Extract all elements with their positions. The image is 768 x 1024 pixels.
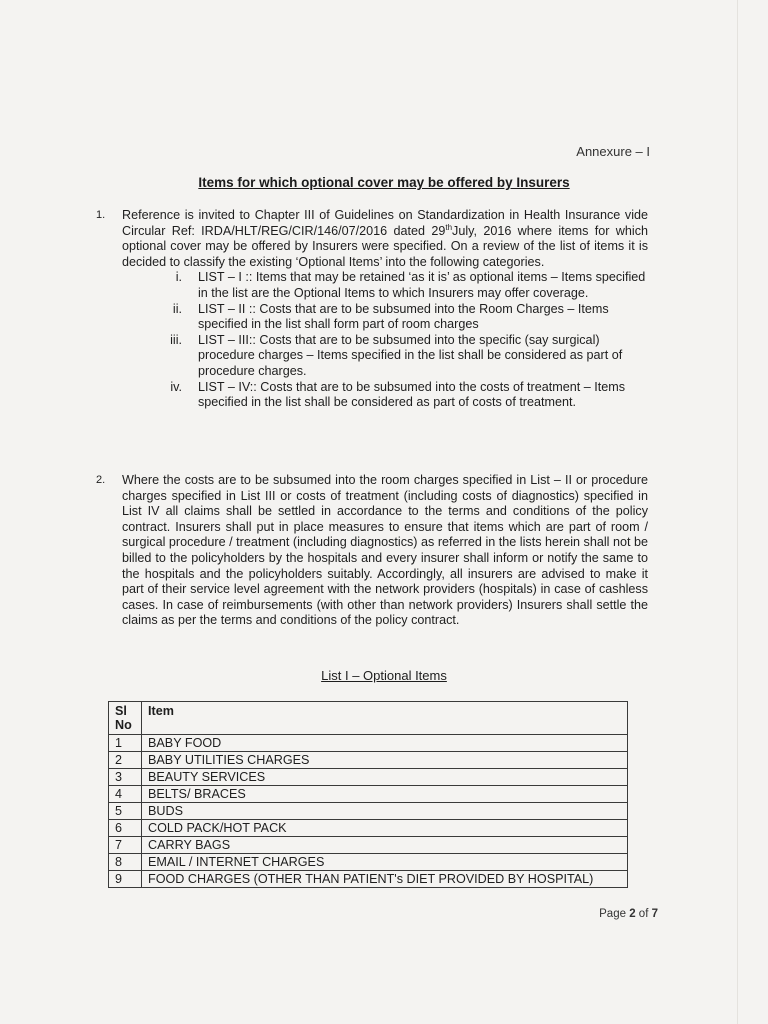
item-cell: FOOD CHARGES (OTHER THAN PATIENT's DIET PROVIDED BY HOSPITAL) [142, 871, 628, 888]
item-cell: BELTS/ BRACES [142, 786, 628, 803]
page-title: Items for which optional cover may be offered by Insurers [198, 175, 570, 190]
category-item [122, 380, 648, 411]
category-item [122, 302, 648, 333]
paragraph-2-number: 2. [96, 474, 106, 486]
item-cell: BEAUTY SERVICES [142, 769, 628, 786]
category-text: LIST – I :: Items that may be retained ‘as it is’ as optional items – Items specified in the list are the Optional Items to which Insurers may offer coverage. [198, 270, 646, 300]
item-cell: BABY UTILITIES CHARGES [142, 752, 628, 769]
footer-page-number: 2 [629, 908, 636, 920]
item-cell: BUDS [142, 803, 628, 820]
paragraph-1-superscript: th [445, 222, 453, 232]
paragraph-1-number: 1. [96, 209, 106, 221]
table-row [109, 854, 628, 871]
sl-header-line1: Sl [115, 704, 127, 718]
category-list [122, 270, 648, 410]
item-header: Item [142, 702, 628, 735]
scan-edge-line [737, 0, 738, 1024]
table-row [109, 769, 628, 786]
sl-cell: 4 [109, 786, 142, 803]
table-row [109, 786, 628, 803]
category-text: LIST – IV:: Costs that are to be subsumed into the costs of treatment – Items specified in the list shall be considered as part of costs of treatment. [198, 379, 626, 410]
item-cell: EMAIL / INTERNET CHARGES [142, 854, 628, 871]
category-numeral: ii. [172, 301, 182, 316]
sl-cell: 6 [109, 820, 142, 837]
paragraph-1-text-b: July, 2016 where items for which optional cover may be offered by Insurers were specified. On a review of the list of items it is decided to classify the existing ‘Optional Items’ into the following categories. [122, 223, 648, 269]
item-cell: BABY FOOD [142, 735, 628, 752]
sl-cell: 9 [109, 871, 142, 888]
category-numeral: i. [175, 270, 182, 285]
category-item [122, 333, 648, 380]
sl-cell: 3 [109, 769, 142, 786]
paragraph-2-body: Where the costs are to be subsumed into the room charges specified in List – II or procedure charges specified in List III or costs of treatment (including costs of diagnostics) specified in List IV all claims shall be settled in accordance to the terms and conditions of the policy contract. Insurers shall put in place measures to ensure that items which are part of room / surgical procedure / treatment (including diagnostics) as referred in the lists herein shall not be billed to the policyholders by the hospitals and every insurer shall inform or notify the same to the hospitals and the policyholders suitably. Accordingly, all insurers are advised to make it part of their service level agreement with the network providers (hospitals) in case of cashless cases. In case of reimbursements (with other than network providers) Insurers shall settle the claims as per the terms and conditions of the policy contract. [122, 473, 648, 628]
list-title: List I – Optional Items [321, 668, 447, 683]
optional-items-table [108, 701, 628, 888]
sl-no-header [109, 702, 142, 735]
table-row [109, 752, 628, 769]
table-header-row [109, 702, 628, 735]
footer-page-total: 7 [651, 908, 658, 920]
paragraph-1-text-a: Reference is invited to Chapter III of Guidelines on Standardization in Health Insurance vide Circular Ref: IRDA/HLT/REG/CIR/146/07/2016 dated 29 [122, 208, 648, 238]
sl-cell: 1 [109, 735, 142, 752]
paragraph-1-body [122, 208, 648, 411]
category-text: LIST – III:: Costs that are to be subsumed into the specific (say surgical) procedure charges – Items specified in the list shall be considered as part of procedure charges. [198, 332, 623, 378]
table-row [109, 837, 628, 854]
table-row [109, 735, 628, 752]
paragraph-2 [96, 473, 648, 629]
table-row [109, 820, 628, 837]
annexure-label: Annexure – I [576, 144, 650, 159]
table-row [109, 871, 628, 888]
footer-page-word: Page [599, 908, 626, 920]
footer-of-word: of [638, 908, 649, 920]
category-numeral: iii. [170, 332, 182, 347]
sl-cell: 8 [109, 854, 142, 871]
page-footer [599, 908, 658, 920]
category-item [122, 270, 648, 301]
sl-cell: 7 [109, 837, 142, 854]
sl-cell: 5 [109, 803, 142, 820]
table-row [109, 803, 628, 820]
sl-cell: 2 [109, 752, 142, 769]
paragraph-1 [96, 208, 648, 411]
category-text: LIST – II :: Costs that are to be subsumed into the Room Charges – Items specified in the list shall form part of room charges [198, 301, 609, 332]
item-cell: CARRY BAGS [142, 837, 628, 854]
item-cell: COLD PACK/HOT PACK [142, 820, 628, 837]
category-numeral: iv. [170, 379, 182, 394]
sl-header-line2: No [115, 718, 132, 732]
